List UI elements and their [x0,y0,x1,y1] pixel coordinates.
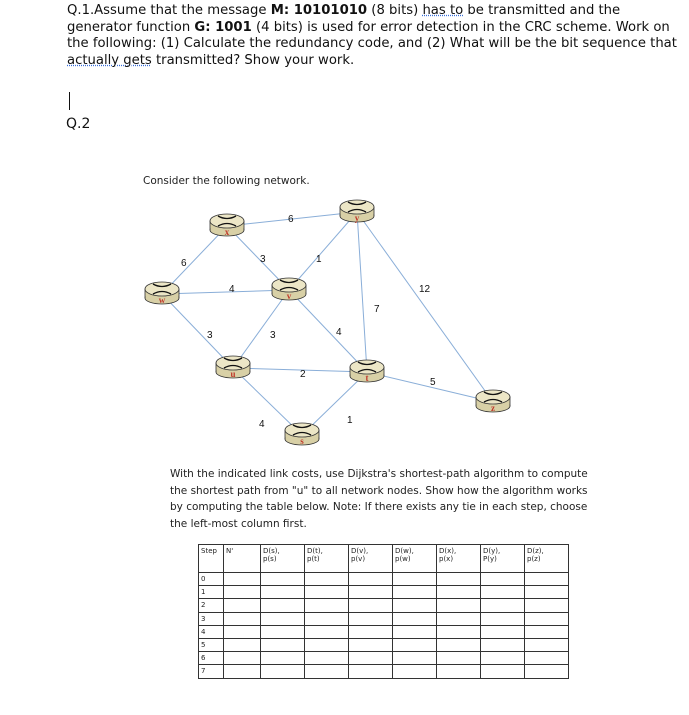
table-cell [525,586,569,599]
table-row [199,625,569,638]
step-cell: 0 [199,573,224,586]
network-intro-text: Consider the following network. [143,175,310,187]
header-dy [481,545,525,573]
table-cell [349,612,393,625]
link-w-u [162,294,233,368]
table-cell [305,638,349,651]
table-cell [305,599,349,612]
cost-label-x-v: 3 [260,254,266,265]
cost-label-u-v: 3 [270,330,276,341]
step-cell: 4 [199,625,224,638]
q1-text-part: (4 bits) is used for error detection in the CRC scheme. Work on the following: (1) Calculate the redundancy code, and (2) What will be the bit sequence that [67,19,677,51]
table-cell [393,586,437,599]
table-cell [224,586,261,599]
table-cell [393,573,437,586]
header-dv [349,545,393,573]
q1-text-part: (8 bits) [367,3,423,18]
link-y-v [289,212,357,290]
cost-label-x-y: 6 [288,214,294,225]
header-ds [261,545,305,573]
cost-label-u-s: 4 [259,419,265,430]
step-cell: 2 [199,599,224,612]
header-top-text: D(y), [483,547,501,555]
header-bottom-text: p(w) [395,555,411,563]
table-cell [481,625,525,638]
router-t [350,360,384,383]
table-cell [305,625,349,638]
cost-label-w-v: 4 [229,284,235,295]
table-row [199,599,569,612]
header-dx [437,545,481,573]
table-cell [261,573,305,586]
header-dw [393,545,437,573]
spellcheck-underlined-text: has to [422,3,464,18]
table-cell [349,586,393,599]
header-top-text: D(w), [395,547,414,555]
header-top-text: D(t), [307,547,323,555]
table-cell [525,652,569,665]
step-cell: 1 [199,586,224,599]
table-cell [393,652,437,665]
table-cell [305,665,349,678]
link-y-t [354,212,367,372]
cost-label-t-z: 5 [430,377,436,388]
table-cell [525,638,569,651]
table-cell [224,612,261,625]
link-v-t [286,290,367,372]
table-cell [305,652,349,665]
table-row [199,638,569,651]
header-bottom-text: p(z) [527,555,541,563]
node-label-y: y [354,213,360,223]
link-u-v [233,290,289,368]
table-cell [261,586,305,599]
table-header-row [199,545,569,573]
cost-label-v-t: 4 [336,327,342,338]
table-cell [481,586,525,599]
table-cell [349,625,393,638]
table-cell [261,599,305,612]
router-w [145,282,179,305]
table-cell [393,638,437,651]
table-cell [261,665,305,678]
header-top-text: D(s), [263,547,280,555]
cost-label-x-w: 6 [181,258,187,269]
dijkstra-table [198,544,569,679]
table-cell [261,638,305,651]
header-top-text: Step [201,547,217,555]
table-cell [481,652,525,665]
table-row [199,652,569,665]
table-row [199,586,569,599]
table-cell [393,665,437,678]
q1-text-part: be transmitted and the generator function [67,3,621,35]
table-cell [224,652,261,665]
cost-label-y-t: 7 [374,304,380,315]
table-cell [437,586,481,599]
table-cell [437,665,481,678]
table-cell [261,625,305,638]
table-cell [481,638,525,651]
step-cell: 3 [199,612,224,625]
table-row [199,573,569,586]
table-cell [393,625,437,638]
header-dt [305,545,349,573]
table-cell [437,599,481,612]
table-cell [224,625,261,638]
router-y [340,200,374,223]
header-step [199,545,224,573]
node-label-v: v [286,291,292,301]
header-bottom-text: p(v) [351,555,366,563]
cost-label-y-z: 12 [419,284,431,295]
table-cell [349,652,393,665]
table-cell [305,586,349,599]
table-cell [481,665,525,678]
step-cell: 7 [199,665,224,678]
router-u [216,356,250,379]
table-cell [525,665,569,678]
header-top-text: N' [226,547,234,555]
table-cell [525,612,569,625]
table-cell [437,652,481,665]
table-cell [349,599,393,612]
header-nprime [224,545,261,573]
network-links [162,212,493,435]
table-cell [224,599,261,612]
table-cell [481,573,525,586]
table-cell [437,625,481,638]
table-cell [393,612,437,625]
header-top-text: D(z), [527,547,544,555]
table-cell [224,665,261,678]
table-cell [349,638,393,651]
cost-label-w-u: 3 [207,330,213,341]
table-cell [525,573,569,586]
cost-label-s-t: 1 [347,415,353,426]
table-cell [305,573,349,586]
table-cell [481,612,525,625]
q1-text-part: transmitted? Show your work. [151,52,355,68]
table-cell [437,638,481,651]
generator-label: G: 1001 [194,19,252,35]
spellcheck-underlined-text: actually gets [67,52,152,68]
header-bottom-text: p(s) [263,555,277,563]
header-bottom-text: P(y) [483,555,497,563]
table-cell [261,652,305,665]
node-label-u: u [230,369,236,379]
table-cell [393,599,437,612]
node-label-t: t [365,373,369,383]
header-top-text: D(v), [351,547,369,555]
table-cell [437,612,481,625]
table-cell [261,612,305,625]
table-row [199,665,569,678]
table-cell [525,599,569,612]
table-cell [481,599,525,612]
step-cell: 5 [199,638,224,651]
q1-text-part: Q.1.Assume that the message [67,3,271,18]
table-row [199,612,569,625]
table-cell [437,573,481,586]
link-cost-labels [181,214,436,430]
cost-label-y-v: 1 [316,254,322,265]
table-cell [525,625,569,638]
table-cell [224,573,261,586]
dijkstra-instructions: With the indicated link costs, use Dijkstra's shortest-path algorithm to compute the shortest path from "u" to all network nodes. Show how the algorithm works by computing the table below. Note: If there exists any tie in each step, choose the left-most column first. [170,468,588,530]
table-cell [349,573,393,586]
header-bottom-text: p(x) [439,555,454,563]
table-cell [224,638,261,651]
router-s [285,423,319,446]
router-v [272,278,306,301]
header-bottom-text: p(t) [307,555,320,563]
router-z [476,390,510,413]
link-w-v [162,290,289,294]
question-2-label: Q.2 [66,116,91,132]
node-label-z: z [491,403,495,413]
node-label-s: s [300,436,304,446]
table-cell [349,665,393,678]
table-cell [305,612,349,625]
router-nodes [145,200,510,446]
node-label-x: x [224,227,230,237]
step-cell: 6 [199,652,224,665]
node-label-w: w [158,295,166,305]
cost-label-u-t: 2 [300,369,306,380]
header-top-text: D(x), [439,547,457,555]
header-dz [525,545,569,573]
router-x [210,214,244,237]
message-label: M: 10101010 [270,3,368,18]
